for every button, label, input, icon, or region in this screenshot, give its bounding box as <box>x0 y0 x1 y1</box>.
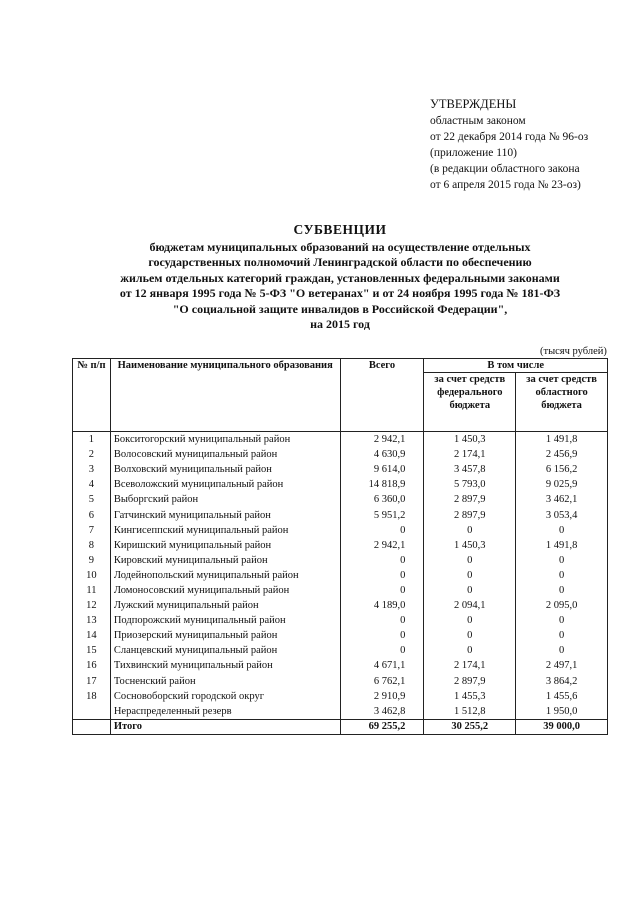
row-name: Гатчинский муниципальный район <box>110 507 340 522</box>
row-federal: 0 <box>424 553 516 568</box>
row-number: 18 <box>73 689 111 704</box>
row-name: Сосновоборский городской округ <box>110 689 340 704</box>
row-federal: 0 <box>424 568 516 583</box>
units-label: (тысяч рублей) <box>540 346 607 357</box>
title-line: "О социальной защите инвалидов в Российской Федерации", <box>172 301 508 316</box>
row-name: Сланцевский муниципальный район <box>110 643 340 658</box>
approval-line: (в редакции областного закона <box>430 163 580 175</box>
table-row <box>73 704 608 720</box>
row-federal: 2 094,1 <box>424 598 516 613</box>
row-total: 6 360,0 <box>340 492 424 507</box>
table-row <box>73 689 608 704</box>
header-including: В том числе <box>424 359 608 373</box>
row-federal: 0 <box>424 613 516 628</box>
row-federal: 5 793,0 <box>424 477 516 492</box>
row-federal: 1 450,3 <box>424 538 516 553</box>
title-line: от 12 января 1995 года № 5-ФЗ "О ветеранах" и от 24 ноября 1995 года № 181-ФЗ <box>119 286 561 300</box>
header-num: № п/п <box>73 359 111 432</box>
header-federal: за счет средств федерального бюджета <box>424 373 516 432</box>
table-row <box>73 674 608 689</box>
table-row <box>73 507 608 522</box>
row-total: 6 762,1 <box>340 674 424 689</box>
row-number: 13 <box>73 613 111 628</box>
row-name: Волховский муниципальный район <box>110 462 340 477</box>
row-regional: 1 491,8 <box>516 538 608 553</box>
row-name: Лужский муниципальный район <box>110 598 340 613</box>
row-federal: 0 <box>424 523 516 538</box>
row-federal: 2 174,1 <box>424 447 516 462</box>
total-regional: 39 000,0 <box>516 719 608 734</box>
row-regional: 2 456,9 <box>516 447 608 462</box>
row-total: 0 <box>340 643 424 658</box>
row-federal: 2 174,1 <box>424 658 516 673</box>
header-total: Всего <box>340 359 424 432</box>
row-total: 0 <box>340 523 424 538</box>
table-row <box>73 492 608 507</box>
row-name: Тихвинский муниципальный район <box>110 658 340 673</box>
row-number: 4 <box>73 477 111 492</box>
row-federal: 0 <box>424 583 516 598</box>
row-name: Тосненский район <box>110 674 340 689</box>
row-federal: 3 457,8 <box>424 462 516 477</box>
row-name: Выборгский район <box>110 492 340 507</box>
row-number: 14 <box>73 628 111 643</box>
table-row <box>73 432 608 448</box>
row-regional: 2 497,1 <box>516 658 608 673</box>
table-row <box>73 523 608 538</box>
row-federal: 1 450,3 <box>424 432 516 448</box>
total-num-cell <box>73 719 111 734</box>
header-regional: за счет средств областного бюджета <box>516 373 608 432</box>
row-name: Лодейнопольский муниципальный район <box>110 568 340 583</box>
table-row <box>73 658 608 673</box>
row-number <box>73 704 111 720</box>
row-name: Волосовский муниципальный район <box>110 447 340 462</box>
table-row <box>73 613 608 628</box>
row-total: 2 942,1 <box>340 538 424 553</box>
row-federal: 1 512,8 <box>424 704 516 720</box>
row-regional: 3 053,4 <box>516 507 608 522</box>
row-regional: 3 462,1 <box>516 492 608 507</box>
row-federal: 2 897,9 <box>424 674 516 689</box>
row-regional: 2 095,0 <box>516 598 608 613</box>
table-row <box>73 447 608 462</box>
total-sum: 69 255,2 <box>340 719 424 734</box>
row-federal: 0 <box>424 643 516 658</box>
title-main: СУБВЕНЦИИ <box>293 222 387 237</box>
table-row <box>73 553 608 568</box>
approval-heading: УТВЕРЖДЕНЫ <box>430 97 517 111</box>
row-total: 0 <box>340 628 424 643</box>
row-regional: 3 864,2 <box>516 674 608 689</box>
row-total: 0 <box>340 553 424 568</box>
header-name: Наименование муниципального образования <box>110 359 340 432</box>
row-total: 5 951,2 <box>340 507 424 522</box>
table-row <box>73 568 608 583</box>
approval-line: от 6 апреля 2015 года № 23-оз) <box>430 179 581 191</box>
row-regional: 0 <box>516 553 608 568</box>
row-number: 3 <box>73 462 111 477</box>
row-regional: 1 491,8 <box>516 432 608 448</box>
row-federal: 1 455,3 <box>424 689 516 704</box>
row-total: 4 671,1 <box>340 658 424 673</box>
row-regional: 0 <box>516 568 608 583</box>
row-regional: 0 <box>516 643 608 658</box>
row-name: Кингисеппский муниципальный район <box>110 523 340 538</box>
row-regional: 0 <box>516 583 608 598</box>
row-total: 0 <box>340 568 424 583</box>
row-number: 6 <box>73 507 111 522</box>
title-line: бюджетам муниципальных образований на осуществление отдельных <box>149 239 531 254</box>
row-federal: 2 897,9 <box>424 492 516 507</box>
row-name: Ломоносовский муниципальный район <box>110 583 340 598</box>
row-total: 9 614,0 <box>340 462 424 477</box>
row-name: Нераспределенный резерв <box>110 704 340 720</box>
title-line: на 2015 год <box>310 317 370 331</box>
row-regional: 0 <box>516 613 608 628</box>
title-line: государственных полномочий Ленинградской области по обеспечению <box>148 255 532 269</box>
row-number: 8 <box>73 538 111 553</box>
total-row <box>73 719 608 734</box>
row-number: 1 <box>73 432 111 448</box>
table-row <box>73 462 608 477</box>
row-total: 2 942,1 <box>340 432 424 448</box>
row-total: 3 462,8 <box>340 704 424 720</box>
table-row <box>73 598 608 613</box>
approval-block <box>430 96 588 193</box>
row-number: 5 <box>73 492 111 507</box>
row-total: 0 <box>340 613 424 628</box>
row-number: 9 <box>73 553 111 568</box>
row-regional: 6 156,2 <box>516 462 608 477</box>
row-number: 15 <box>73 643 111 658</box>
table-row <box>73 538 608 553</box>
row-name: Подпорожский муниципальный район <box>110 613 340 628</box>
row-regional: 0 <box>516 523 608 538</box>
approval-line: от 22 декабря 2014 года № 96-оз <box>430 131 589 143</box>
row-number: 16 <box>73 658 111 673</box>
row-name: Кировский муниципальный район <box>110 553 340 568</box>
row-total: 4 630,9 <box>340 447 424 462</box>
row-number: 12 <box>73 598 111 613</box>
total-federal: 30 255,2 <box>424 719 516 734</box>
row-number: 10 <box>73 568 111 583</box>
row-regional: 0 <box>516 628 608 643</box>
row-name: Всеволожский муниципальный район <box>110 477 340 492</box>
row-federal: 0 <box>424 628 516 643</box>
table-row <box>73 583 608 598</box>
row-regional: 1 455,6 <box>516 689 608 704</box>
row-total: 0 <box>340 583 424 598</box>
table-row <box>73 643 608 658</box>
row-total: 2 910,9 <box>340 689 424 704</box>
approval-line: областным законом <box>430 115 526 127</box>
total-label: Итого <box>110 719 340 734</box>
subsidies-table <box>72 358 608 735</box>
row-number: 11 <box>73 583 111 598</box>
table-row <box>73 628 608 643</box>
row-total: 4 189,0 <box>340 598 424 613</box>
row-total: 14 818,9 <box>340 477 424 492</box>
row-regional: 9 025,9 <box>516 477 608 492</box>
document-title <box>40 222 640 333</box>
table-row <box>73 477 608 492</box>
approval-line: (приложение 110) <box>430 147 517 159</box>
row-name: Бокситогорский муниципальный район <box>110 432 340 448</box>
row-number: 2 <box>73 447 111 462</box>
row-name: Киришский муниципальный район <box>110 538 340 553</box>
row-federal: 2 897,9 <box>424 507 516 522</box>
row-name: Приозерский муниципальный район <box>110 628 340 643</box>
row-number: 17 <box>73 674 111 689</box>
row-regional: 1 950,0 <box>516 704 608 720</box>
title-line: жильем отдельных категорий граждан, установленных федеральными законами <box>120 270 560 285</box>
row-number: 7 <box>73 523 111 538</box>
